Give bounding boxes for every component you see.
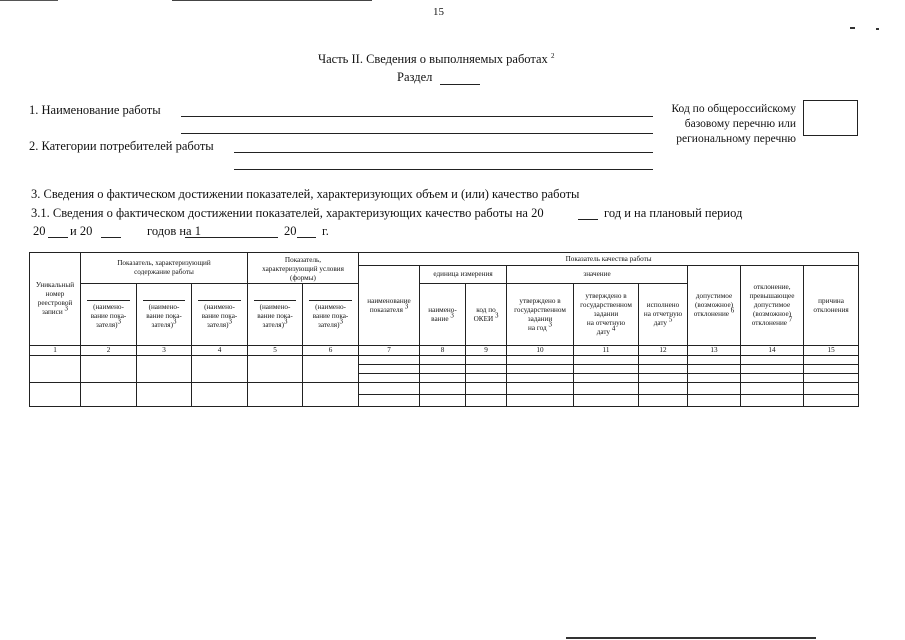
header-unique-number: Уникальный номер реестровой записи $^3$ <box>30 253 81 346</box>
table-cell[interactable] <box>741 383 804 395</box>
scan-mark <box>876 28 879 30</box>
col-number: 4 <box>192 346 248 356</box>
header-reason: причина отклонения <box>804 266 859 346</box>
table-cell[interactable] <box>507 374 574 383</box>
table-cell[interactable] <box>639 374 688 383</box>
table-cell[interactable] <box>420 383 466 395</box>
col-number: 8 <box>420 346 466 356</box>
bottom-edge-line <box>566 637 816 639</box>
date-blank <box>185 237 278 238</box>
field1-line-1 <box>181 116 653 117</box>
col-number: 5 <box>248 346 303 356</box>
table-row <box>30 383 859 395</box>
table-cell[interactable] <box>688 374 741 383</box>
table-cell[interactable] <box>359 374 420 383</box>
header-exceed-deviation: отклонение, превышающее допустимое (возможное) отклонение $^7$ <box>741 266 804 346</box>
field2-line-2 <box>234 169 653 170</box>
table-cell[interactable] <box>30 356 81 383</box>
table-cell[interactable] <box>804 395 859 407</box>
table-cell[interactable] <box>574 365 639 374</box>
table-cell[interactable] <box>804 356 859 365</box>
table-cell[interactable] <box>466 383 507 395</box>
table-cell[interactable] <box>639 383 688 395</box>
table-cell[interactable] <box>574 383 639 395</box>
table-cell[interactable] <box>741 356 804 365</box>
table-cell[interactable] <box>303 383 359 407</box>
table-cell[interactable] <box>804 383 859 395</box>
table-cell[interactable] <box>507 383 574 395</box>
column-number-row <box>30 346 859 356</box>
field2-line-1 <box>234 152 653 153</box>
header-conditions-2: (наимено- вание пока- зателя)$^3$ <box>303 284 359 346</box>
col-number: 11 <box>574 346 639 356</box>
header-content-3: (наимено- вание пока- зателя)$^3$ <box>192 284 248 346</box>
table-cell[interactable] <box>741 395 804 407</box>
col-number: 14 <box>741 346 804 356</box>
section-label: Раздел <box>397 70 433 84</box>
header-value-group: значение <box>507 266 688 284</box>
quality-indicators-table <box>29 252 859 407</box>
table-cell[interactable] <box>507 356 574 365</box>
field1-label: 1. Наименование работы <box>29 103 161 117</box>
table-row <box>30 356 859 365</box>
header-content-1: (наимено- вание пока- зателя)$^3$ <box>81 284 137 346</box>
header-approved-date: утверждено в государственном задании на отчетную дату $^4$ <box>574 284 639 346</box>
col-number: 3 <box>137 346 192 356</box>
header-allowed-deviation: допустимое (возможное) отклонение $^6$ <box>688 266 741 346</box>
table-cell[interactable] <box>359 383 420 395</box>
col-number: 1 <box>30 346 81 356</box>
section-number-line <box>440 84 480 85</box>
year-blank-2 <box>48 237 68 238</box>
table-cell[interactable] <box>420 395 466 407</box>
table-cell[interactable] <box>192 356 248 383</box>
part-title: Часть II. Сведения о выполняемых работах $^2$ <box>318 51 555 66</box>
year-blank-1 <box>578 219 598 220</box>
table-cell[interactable] <box>30 383 81 407</box>
table-cell[interactable] <box>688 395 741 407</box>
col-number: 15 <box>804 346 859 356</box>
table-cell[interactable] <box>137 383 192 407</box>
table-cell[interactable] <box>359 365 420 374</box>
table-cell[interactable] <box>688 383 741 395</box>
table-cell[interactable] <box>420 374 466 383</box>
header-content-2: (наимено- вание пока- зателя)$^3$ <box>137 284 192 346</box>
field2-label: 2. Категории потребителей работы <box>29 139 214 153</box>
col-number: 6 <box>303 346 359 356</box>
table-cell[interactable] <box>81 383 137 407</box>
table-cell[interactable] <box>688 356 741 365</box>
period-line: 20 годов на 1 и 20 20 г. <box>33 224 329 238</box>
table-cell[interactable] <box>466 395 507 407</box>
col-number: 2 <box>81 346 137 356</box>
header-unit-group: единица измерения <box>420 266 507 284</box>
table-cell[interactable] <box>804 374 859 383</box>
table-cell[interactable] <box>507 395 574 407</box>
table-cell[interactable] <box>466 365 507 374</box>
section3-heading: 3. Сведения о фактическом достижении показателей, характеризующих объем и (или) качество работы <box>31 187 580 201</box>
header-quality-group: Показатель качества работы <box>359 253 859 266</box>
header-unit-name: наимено- вание $^3$ <box>420 284 466 346</box>
table-cell[interactable] <box>192 383 248 407</box>
section31-heading: 3.1. Сведения о фактическом достижении показателей, характеризующих качество работы на 20 <box>31 206 544 220</box>
header-content-group: Показатель, характеризующий содержание работы <box>81 253 248 284</box>
table-cell[interactable] <box>137 356 192 383</box>
col-number: 10 <box>507 346 574 356</box>
table-cell[interactable] <box>688 365 741 374</box>
table-cell[interactable] <box>741 365 804 374</box>
table-cell[interactable] <box>574 356 639 365</box>
table-cell[interactable] <box>466 374 507 383</box>
top-edge-line-mid <box>172 0 372 1</box>
table-cell[interactable] <box>574 374 639 383</box>
header-conditions-group: Показатель, характеризующий условия (формы) <box>248 253 359 284</box>
table-cell[interactable] <box>804 365 859 374</box>
table-cell[interactable] <box>741 374 804 383</box>
code-box[interactable] <box>803 100 858 136</box>
section31-heading-tail: год и на плановый период <box>604 206 743 220</box>
code-label: Код по общероссийскому базовому перечню или региональному перечню <box>671 103 796 145</box>
table-cell[interactable] <box>639 356 688 365</box>
col-number: 9 <box>466 346 507 356</box>
table-cell[interactable] <box>81 356 137 383</box>
header-conditions-1: (наимено- вание пока- зателя)$^3$ <box>248 284 303 346</box>
table-cell[interactable] <box>507 365 574 374</box>
table-cell[interactable] <box>639 365 688 374</box>
table-cell[interactable] <box>420 365 466 374</box>
header-unit-code: код по ОКЕИ $^3$ <box>466 284 507 346</box>
top-edge-line-left <box>0 0 58 1</box>
table-cell[interactable] <box>248 383 303 407</box>
table-cell[interactable] <box>574 395 639 407</box>
header-approved-year: утверждено в государственном задании на год $^3$ <box>507 284 574 346</box>
header-executed: исполнено на отчетную дату $^5$ <box>639 284 688 346</box>
field1-line-2 <box>181 133 653 134</box>
col-number: 12 <box>639 346 688 356</box>
page-number: 15 <box>433 6 444 18</box>
header-indicator-name: наименование показателя $^3$ <box>359 266 420 346</box>
table-cell[interactable] <box>303 356 359 383</box>
table-cell[interactable] <box>248 356 303 383</box>
year-blank-3 <box>101 237 121 238</box>
table-cell[interactable] <box>359 395 420 407</box>
col-number: 7 <box>359 346 420 356</box>
col-number: 13 <box>688 346 741 356</box>
table-cell[interactable] <box>466 356 507 365</box>
table-cell[interactable] <box>359 356 420 365</box>
table-cell[interactable] <box>639 395 688 407</box>
year-blank-4 <box>297 237 316 238</box>
table-cell[interactable] <box>420 356 466 365</box>
scan-mark <box>850 27 855 29</box>
